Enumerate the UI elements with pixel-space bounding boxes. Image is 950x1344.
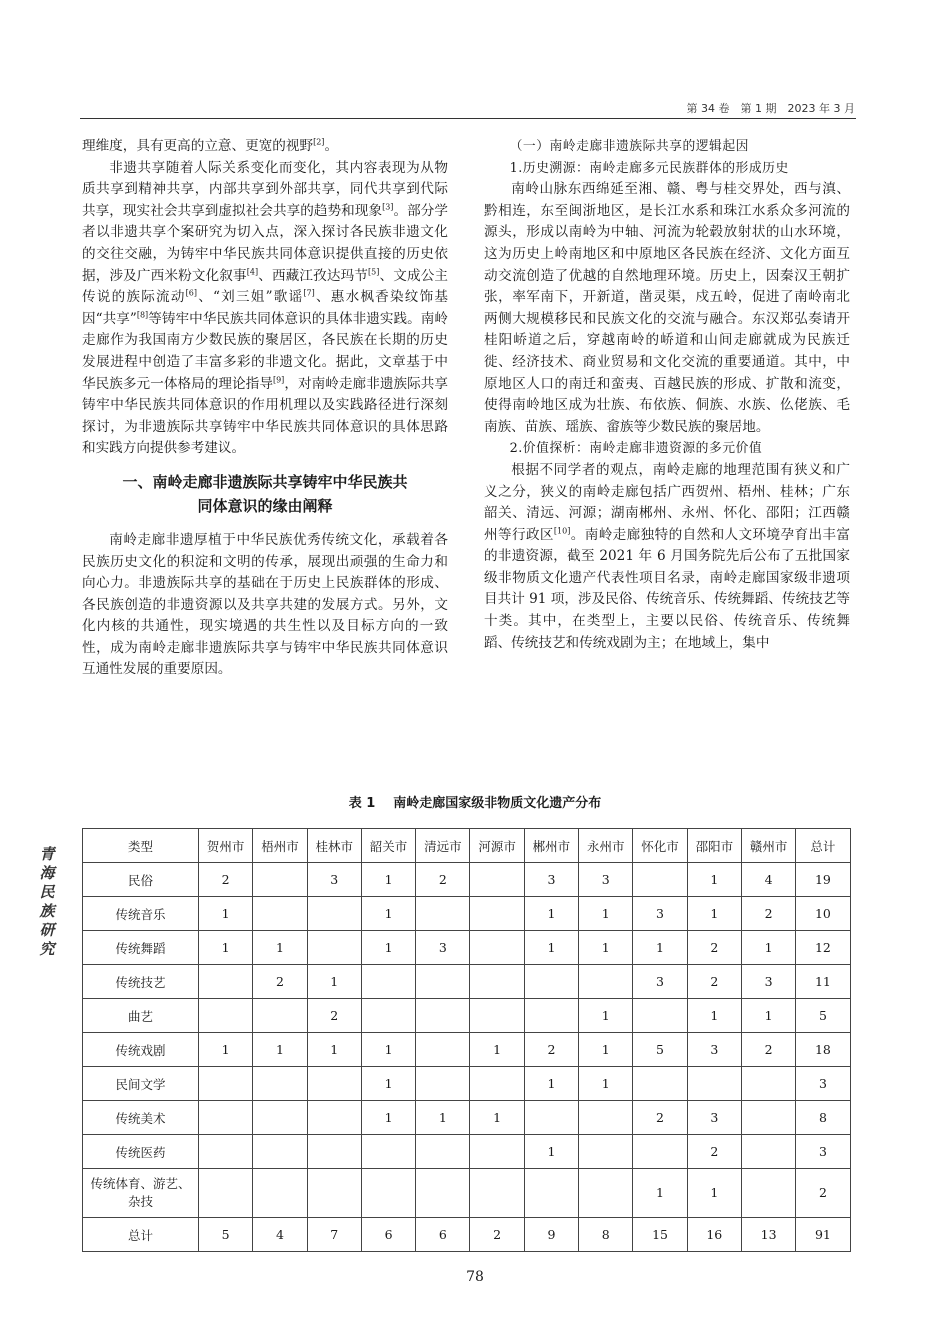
- table-cell: 1: [199, 1033, 253, 1067]
- table-cell: 13: [741, 1218, 795, 1252]
- table-cell: [253, 863, 307, 897]
- table-cell: [741, 1067, 795, 1101]
- table-cell: 1: [361, 1067, 415, 1101]
- table-cell: 16: [687, 1218, 741, 1252]
- column-header: 邵阳市: [687, 829, 741, 863]
- subsection-heading: 2.价值探析：南岭走廊非遗资源的多元价值: [509, 441, 763, 457]
- table-cell: 1: [199, 897, 253, 931]
- table-cell: 3: [633, 965, 687, 999]
- brand-char: 族: [39, 902, 55, 920]
- table-cell: 1: [307, 1033, 361, 1067]
- table-cell: [253, 1101, 307, 1135]
- table-cell: [633, 1135, 687, 1169]
- table-cell: 1: [579, 1033, 633, 1067]
- paragraph: 根据不同学者的观点，南岭走廊的地理范围有狭义和广义之分，狭义的南岭走廊包括广西贺州、梧州、桂林；广东韶关、清远、河源；湖南郴州、永州、怀化、邵阳；江西赣州等行政区[10]。南岭走廊独特的自然和人文环境孕育出丰富的非遗资源，截至 2021 年 6 月国务院先后公布了五批国家级非物质文化遗产代表性项目名录，南岭走廊国家级非遗项目共计 91 项，涉及民俗、传统音乐、传统舞蹈、传统技艺等十类。其中，在类型上，主要以民俗、传统音乐、传统舞蹈、传统技艺和传统戏剧为主；在地域上，集中: [484, 461, 851, 651]
- table-cell: [524, 999, 578, 1033]
- table-cell: 1: [361, 931, 415, 965]
- table-cell: 1: [633, 1169, 687, 1218]
- table-cell: [470, 931, 524, 965]
- table-cell: [416, 1067, 470, 1101]
- table-title: 南岭走廊国家级非物质文化遗产分布: [393, 796, 602, 811]
- table-row: [83, 1067, 851, 1101]
- left-column: [82, 136, 448, 681]
- subsection-heading: 1.历史溯源：南岭走廊多元民族群体的形成历史: [509, 160, 789, 176]
- table-cell: [524, 1169, 578, 1218]
- table-cell: [199, 965, 253, 999]
- issue-info: 第 34 卷 第 1 期 2023 年 3 月: [686, 102, 855, 115]
- table-cell: 3: [416, 931, 470, 965]
- table-cell: 1: [416, 1101, 470, 1135]
- row-label: 总计: [83, 1218, 199, 1252]
- table-cell: [579, 1169, 633, 1218]
- table-cell: 2: [199, 863, 253, 897]
- table-cell: 1: [741, 999, 795, 1033]
- table-row: [83, 863, 851, 897]
- row-label: 传统音乐: [83, 897, 199, 931]
- table-cell: [416, 1135, 470, 1169]
- row-label: 传统美术: [83, 1101, 199, 1135]
- row-label: 传统医药: [83, 1135, 199, 1169]
- table-cell: [199, 999, 253, 1033]
- table-cell: [361, 1169, 415, 1218]
- table-cell: 2: [253, 965, 307, 999]
- column-header: 怀化市: [633, 829, 687, 863]
- table-cell: 1: [579, 897, 633, 931]
- table-cell: 3: [687, 1033, 741, 1067]
- paragraph: 非遗共享随着人际关系变化而变化，其内容表现为从物质共享到精神共享，内部共享到外部共享，同代共享到代际共享，现实社会共享到虚拟社会共享的趋势和现象[3]。部分学者以非遗共享个案研究为切入点，深入探讨各民族非遗文化的交往交融，为铸牢中华民族共同体意识提供直接的历史依据，涉及广西米粉文化叙事[4]、西藏江孜达玛节[5]、文成公主传说的族际流动[6]、“刘三姐”歌谣[7]、惠水枫香染纹饰基因“共享”[8]等铸牢中华民族共同体意识的具体非遗实践。南岭走廊作为我国南方少数民族的聚居区，各民族在长期的历史发展进程中创造了丰富多彩的非遗文化。据此，文章基于中华民族多元一体格局的理论指导[9]，对南岭走廊非遗族际共享铸牢中华民族共同体意识的作用机理以及实践路径进行深刻探讨，为非遗族际共享铸牢中华民族共同体意识的具体思路和实践方向提供参考建议。: [82, 159, 449, 457]
- row-label: 曲艺: [83, 999, 199, 1033]
- table-cell: 3: [307, 863, 361, 897]
- table-cell: 2: [741, 897, 795, 931]
- page-number: 78: [466, 1269, 484, 1285]
- column-header: 赣州市: [741, 829, 795, 863]
- table-cell: [199, 1169, 253, 1218]
- table-cell: [416, 1169, 470, 1218]
- table-row: [83, 1169, 851, 1218]
- table-row: [83, 897, 851, 931]
- paragraph: 南岭山脉东西绵延至湘、赣、粤与桂交界处，西与滇、黔相连，东至闽浙地区，是长江水系和珠江水系众多河流的源头，形成以南岭为中轴、河流为轮毂放射状的山水环境，这为历史上岭南地区和中原地区各民族在经济、文化方面互动交流创造了优越的自然地理环境。历史上，因秦汉王朝扩张，率军南下，开新道，凿灵渠，戍五岭，促进了南岭南北两侧大规模移民和民族文化的交流与融合。东汉郑弘奏请开桂阳峤道之后，穿越南岭的峤道和山间走廊就成为民族迁徙、经济技术、商业贸易和文化交流的重要通道。其中，中原地区人口的南迁和蛮夷、百越民族的形成、扩散和流变，使得南岭地区成为壮族、布依族、侗族、水族、仫佬族、毛南族、苗族、瑶族、畲族等少数民族的聚居地。: [484, 181, 850, 435]
- table-cell: 1: [524, 1135, 578, 1169]
- table-number: 表 1: [348, 796, 376, 811]
- table-cell: 3: [687, 1101, 741, 1135]
- table-cell: [633, 1067, 687, 1101]
- table-cell: 8: [796, 1101, 850, 1135]
- section-heading: 一、南岭走廊非遗族际共享铸牢中华民族共 同体意识的缘由阐释: [122, 472, 408, 515]
- table-row: [83, 931, 851, 965]
- table-cell: 1: [307, 965, 361, 999]
- table-header-row: [83, 829, 851, 863]
- table-cell: 1: [741, 931, 795, 965]
- table-cell: 3: [579, 863, 633, 897]
- table-cell: [416, 1033, 470, 1067]
- table-cell: [199, 1101, 253, 1135]
- table-cell: 1: [524, 897, 578, 931]
- table-cell: [307, 1135, 361, 1169]
- table-cell: [307, 1169, 361, 1218]
- row-label: 传统舞蹈: [83, 931, 199, 965]
- column-header: 永州市: [579, 829, 633, 863]
- table-cell: 1: [579, 999, 633, 1033]
- brand-char: 青: [39, 845, 55, 863]
- table-cell: 2: [796, 1169, 850, 1218]
- table-cell: [470, 1135, 524, 1169]
- brand-char: 究: [39, 940, 55, 958]
- table-cell: [199, 1135, 253, 1169]
- table-cell: 1: [361, 863, 415, 897]
- table-cell: 6: [361, 1218, 415, 1252]
- table-cell: [524, 1101, 578, 1135]
- table-cell: [741, 1169, 795, 1218]
- table-cell: [199, 1067, 253, 1101]
- table-cell: 1: [524, 1067, 578, 1101]
- table-cell: 1: [253, 1033, 307, 1067]
- table-cell: 1: [470, 1033, 524, 1067]
- row-label: 传统技艺: [83, 965, 199, 999]
- table-cell: 1: [687, 999, 741, 1033]
- table-row: [83, 1135, 851, 1169]
- table-cell: 2: [633, 1101, 687, 1135]
- table-cell: [361, 1135, 415, 1169]
- table-cell: 3: [741, 965, 795, 999]
- table-cell: 12: [796, 931, 850, 965]
- table-cell: 1: [199, 931, 253, 965]
- column-header: 清远市: [416, 829, 470, 863]
- table-cell: [579, 965, 633, 999]
- table-cell: [253, 897, 307, 931]
- table-cell: [416, 965, 470, 999]
- table-cell: 2: [687, 965, 741, 999]
- heritage-distribution-table: [82, 828, 851, 1252]
- table-cell: 5: [796, 999, 850, 1033]
- table-cell: 2: [687, 931, 741, 965]
- table-cell: 10: [796, 897, 850, 931]
- table-cell: 4: [253, 1218, 307, 1252]
- table-cell: 2: [741, 1033, 795, 1067]
- table-row: [83, 1101, 851, 1135]
- column-header: 河源市: [470, 829, 524, 863]
- table-cell: [633, 863, 687, 897]
- table-cell: [741, 1101, 795, 1135]
- table-cell: 5: [199, 1218, 253, 1252]
- column-header: 梧州市: [253, 829, 307, 863]
- row-label: 传统体育、游艺、杂技: [83, 1169, 199, 1218]
- table-cell: 3: [633, 897, 687, 931]
- table-cell: 7: [307, 1218, 361, 1252]
- table-cell: [307, 1101, 361, 1135]
- row-label: 传统戏剧: [83, 1033, 199, 1067]
- table-cell: [470, 965, 524, 999]
- table-cell: [633, 999, 687, 1033]
- brand-char: 海: [39, 864, 55, 882]
- table-cell: 11: [796, 965, 850, 999]
- table-cell: 2: [524, 1033, 578, 1067]
- table-cell: 1: [687, 863, 741, 897]
- paragraph: 理维度，具有更高的立意、更宽的视野[2]。: [82, 137, 339, 154]
- table-cell: [253, 1135, 307, 1169]
- table-cell: 9: [524, 1218, 578, 1252]
- table-row: [83, 1033, 851, 1067]
- table-cell: 1: [361, 1033, 415, 1067]
- table-cell: 2: [416, 863, 470, 897]
- table-cell: [470, 863, 524, 897]
- table-cell: [741, 1135, 795, 1169]
- table-cell: [307, 1067, 361, 1101]
- table-row: [83, 965, 851, 999]
- table-cell: [579, 1101, 633, 1135]
- subsection-heading: （一）南岭走廊非遗族际共享的逻辑起因: [509, 139, 749, 154]
- table-cell: 3: [796, 1135, 850, 1169]
- right-column: [484, 136, 850, 654]
- table-cell: 3: [524, 863, 578, 897]
- table-cell: [470, 1067, 524, 1101]
- table-cell: [579, 1135, 633, 1169]
- table-cell: [307, 931, 361, 965]
- table-cell: 1: [633, 931, 687, 965]
- table-cell: [470, 897, 524, 931]
- brand-char: 研: [39, 921, 55, 939]
- table-cell: 2: [307, 999, 361, 1033]
- header-rule: [80, 118, 856, 119]
- table-cell: 18: [796, 1033, 850, 1067]
- table-cell: [524, 965, 578, 999]
- table-cell: [416, 999, 470, 1033]
- table-cell: 1: [687, 897, 741, 931]
- table-cell: 91: [796, 1218, 850, 1252]
- table-cell: 1: [361, 1101, 415, 1135]
- row-label: 民俗: [83, 863, 199, 897]
- table-cell: 15: [633, 1218, 687, 1252]
- table-cell: 19: [796, 863, 850, 897]
- table-row: [83, 999, 851, 1033]
- column-header: 总计: [796, 829, 850, 863]
- column-header: 桂林市: [307, 829, 361, 863]
- table-cell: [361, 999, 415, 1033]
- table-cell: 1: [361, 897, 415, 931]
- journal-brand: [34, 845, 60, 959]
- table-cell: 1: [253, 931, 307, 965]
- table-cell: [307, 897, 361, 931]
- table-cell: [470, 999, 524, 1033]
- table-cell: [416, 897, 470, 931]
- row-label: 民间文学: [83, 1067, 199, 1101]
- table-cell: 1: [579, 1067, 633, 1101]
- paragraph: 南岭走廊非遗厚植于中华民族优秀传统文化，承载着各民族历史文化的积淀和文明的传承，展现出顽强的生命力和向心力。非遗族际共享的基础在于历史上民族群体的形成、各民族创造的非遗资源以及共享共建的发展方式。另外，文化内核的共通性，现实境遇的共生性以及目标方向的一致性，成为南岭走廊非遗族际共享与铸牢中华民族共同体意识互通性发展的重要原因。: [82, 531, 448, 678]
- table-cell: [687, 1067, 741, 1101]
- table-cell: 3: [796, 1067, 850, 1101]
- table-cell: [361, 965, 415, 999]
- column-header: 类型: [83, 829, 199, 863]
- table-cell: 2: [687, 1135, 741, 1169]
- table-cell: 5: [633, 1033, 687, 1067]
- table-cell: [470, 1169, 524, 1218]
- table-cell: 1: [524, 931, 578, 965]
- table-cell: 1: [687, 1169, 741, 1218]
- table-cell: [253, 999, 307, 1033]
- column-header: 郴州市: [524, 829, 578, 863]
- brand-char: 民: [39, 883, 55, 901]
- column-header: 贺州市: [199, 829, 253, 863]
- table-cell: 1: [579, 931, 633, 965]
- column-header: 韶关市: [361, 829, 415, 863]
- table-cell: [253, 1169, 307, 1218]
- table-cell: 6: [416, 1218, 470, 1252]
- table-caption: [0, 792, 950, 811]
- table-cell: 1: [470, 1101, 524, 1135]
- table-cell: 2: [470, 1218, 524, 1252]
- table-cell: 8: [579, 1218, 633, 1252]
- table-cell: [253, 1067, 307, 1101]
- table-cell: 4: [741, 863, 795, 897]
- table-row: [83, 1218, 851, 1252]
